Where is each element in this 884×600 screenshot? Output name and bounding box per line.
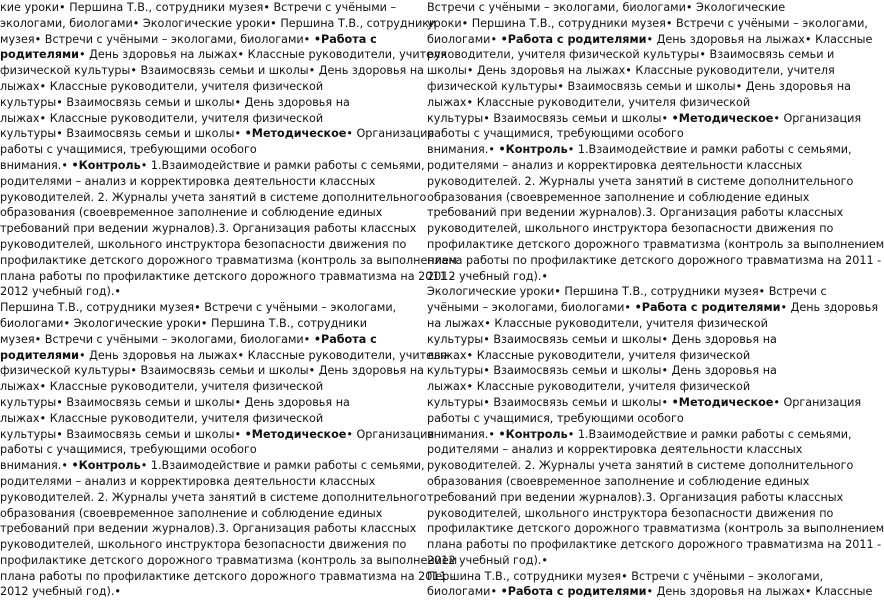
text-line: культуры• Взаимосвязь семьи и школы• •Методическое• Организация [0,427,435,441]
text-line: физической культуры• Взаимосвязь семьи и школы• День здоровья на [0,364,424,378]
text-line: культуры• Взаимосвязь семьи и школы• •Методическое• Организация [427,395,862,409]
text-line: работы с учащимися, требующими особого [0,143,257,157]
text-line: 2012 учебный год).• [427,269,548,283]
text-line: родителями – анализ и корректировка деятельности классных [427,158,803,172]
text-line: образования (своевременное заполнение и соблюдение единых [427,190,810,204]
text-line: культуры• Взаимосвязь семьи и школы• •Методическое• Организация [0,127,435,141]
text-line: руководителей, школьного инструктора безопасности движения по [0,237,407,251]
text-line: профилактике детского дорожного травматизма (контроль за выполнением [0,253,458,267]
text-line: лыжах• Классные руководители, учителя физической [427,95,751,109]
text-line: на лыжах• Классные руководители, учителя физической [427,316,768,330]
text-line: физической культуры• Взаимосвязь семьи и школы• День здоровья на [427,79,851,93]
text-line: лыжах• Классные руководители, учителя физической [427,380,751,394]
text-line: профилактике детского дорожного травматизма (контроль за выполнением [0,553,458,567]
right-text-column [427,0,884,600]
text-line: Першина Т.В., сотрудники музея• Встречи с учёными – экологами, [0,301,397,315]
text-line: внимания.• •Контроль• 1.Взаимодействие и рамки работы с семьями, [0,158,425,172]
text-line: работы с учащимися, требующими особого [427,411,684,425]
text-line: 2012 учебный год).• [427,553,548,567]
text-line: Встречи с учёными – экологами, биологами• Экологические [427,1,786,14]
text-line: профилактике детского дорожного травматизма (контроль за выполнением [427,522,884,536]
text-line: физической культуры• Взаимосвязь семьи и школы• День здоровья на [0,64,424,78]
text-line: родителями – анализ и корректировка деятельности классных [0,474,376,488]
text-line: экологами, биологами• Экологические уроки• Першина Т.В., сотрудники [0,16,437,30]
text-line: музея• Встречи с учёными – экологами, биологами• •Работа с [0,32,377,46]
text-line: культуры• Взаимосвязь семьи и школы• День здоровья на [0,395,350,409]
text-line: руководителей, школьного инструктора безопасности движения по [427,506,834,520]
text-line: руководители, учителя физической культуры• Взаимосвязь семьи и [427,48,835,62]
text-line: 2012 учебный год).• [0,285,121,299]
text-line: работы с учащимися, требующими особого [0,443,257,457]
text-line: лыжах• Классные руководители, учителя физической [0,79,324,93]
text-line: образования (своевременное заполнение и соблюдение единых [427,474,810,488]
text-line: родителями – анализ и корректировка деятельности классных [427,443,803,457]
text-line: руководителей. 2. Журналы учета занятий в системе дополнительного [0,490,427,504]
text-line: руководителей, школьного инструктора безопасности движения по [427,222,834,236]
text-line: культуры• Взаимосвязь семьи и школы• День здоровья на [427,332,777,346]
text-line: внимания.• •Контроль• 1.Взаимодействие и рамки работы с семьями, [427,427,852,441]
text-line: кие уроки• Першина Т.В., сотрудники музея• Встречи с учёными – [0,1,397,14]
text-line: культуры• Взаимосвязь семьи и школы• •Методическое• Организация [427,111,862,125]
text-line: руководителей. 2. Журналы учета занятий в системе дополнительного [0,190,427,204]
text-line: биологами• Экологические уроки• Першина Т.В., сотрудники [0,316,367,330]
text-line: профилактике детского дорожного травматизма (контроль за выполнением [427,237,884,251]
text-line: Экологические уроки• Першина Т.В., сотрудники музея• Встречи с [427,285,827,299]
text-line: биологами• •Работа с родителями• День здоровья на лыжах• Классные [427,32,873,46]
text-line: лыжах• Классные руководители, учителя физической [427,348,751,362]
text-line: культуры• Взаимосвязь семьи и школы• День здоровья на [427,364,777,378]
text-line: требований при ведении журналов).3. Организация работы классных [427,206,844,220]
text-line: школы• День здоровья на лыжах• Классные руководители, учителя [427,64,835,78]
text-line: учёными – экологами, биологами• •Работа с родителями• День здоровья [427,301,879,315]
text-line: уроки• Першина Т.В., сотрудники музея• Встречи с учёными – экологами, [427,16,868,30]
text-line: 2012 учебный год).• [0,585,121,599]
text-line: плана работы по профилактике детского дорожного травматизма на 2011 - [0,269,455,283]
text-line: музея• Встречи с учёными – экологами, биологами• •Работа с [0,332,377,346]
text-line: лыжах• Классные руководители, учителя физической [0,411,324,425]
text-line: плана работы по профилактике детского дорожного травматизма на 2011 - [0,569,455,583]
text-line: образования (своевременное заполнение и соблюдение единых [0,206,383,220]
text-line: работы с учащимися, требующими особого [427,127,684,141]
text-line: родителями• День здоровья на лыжах• Классные руководители, учителя [0,348,447,362]
text-line: Першина Т.В., сотрудники музея• Встречи с учёными – экологами, [427,569,824,583]
text-line: лыжах• Классные руководители, учителя физической [0,111,324,125]
text-line: руководителей. 2. Журналы учета занятий в системе дополнительного [427,459,854,473]
text-line: требований при ведении журналов).3. Организация работы классных [427,490,844,504]
text-line: плана работы по профилактике детского дорожного травматизма на 2011 - [427,253,882,267]
text-line: руководителей. 2. Журналы учета занятий в системе дополнительного [427,174,854,188]
text-line: лыжах• Классные руководители, учителя физической [0,380,324,394]
text-line: внимания.• •Контроль• 1.Взаимодействие и рамки работы с семьями, [427,143,852,157]
text-line: плана работы по профилактике детского дорожного травматизма на 2011 - [427,538,882,552]
text-line: родителями• День здоровья на лыжах• Классные руководители, учителя [0,48,447,62]
text-line: культуры• Взаимосвязь семьи и школы• День здоровья на [0,95,350,109]
text-line: образования (своевременное заполнение и соблюдение единых [0,506,383,520]
text-line: руководителей, школьного инструктора безопасности движения по [0,538,407,552]
text-line: биологами• •Работа с родителями• День здоровья на лыжах• Классные [427,585,873,599]
text-line: родителями – анализ и корректировка деятельности классных [0,174,376,188]
text-line: внимания.• •Контроль• 1.Взаимодействие и рамки работы с семьями, [0,459,425,473]
text-line: требований при ведении журналов).3. Организация работы классных [0,222,417,236]
text-line: требований при ведении журналов).3. Организация работы классных [0,522,417,536]
